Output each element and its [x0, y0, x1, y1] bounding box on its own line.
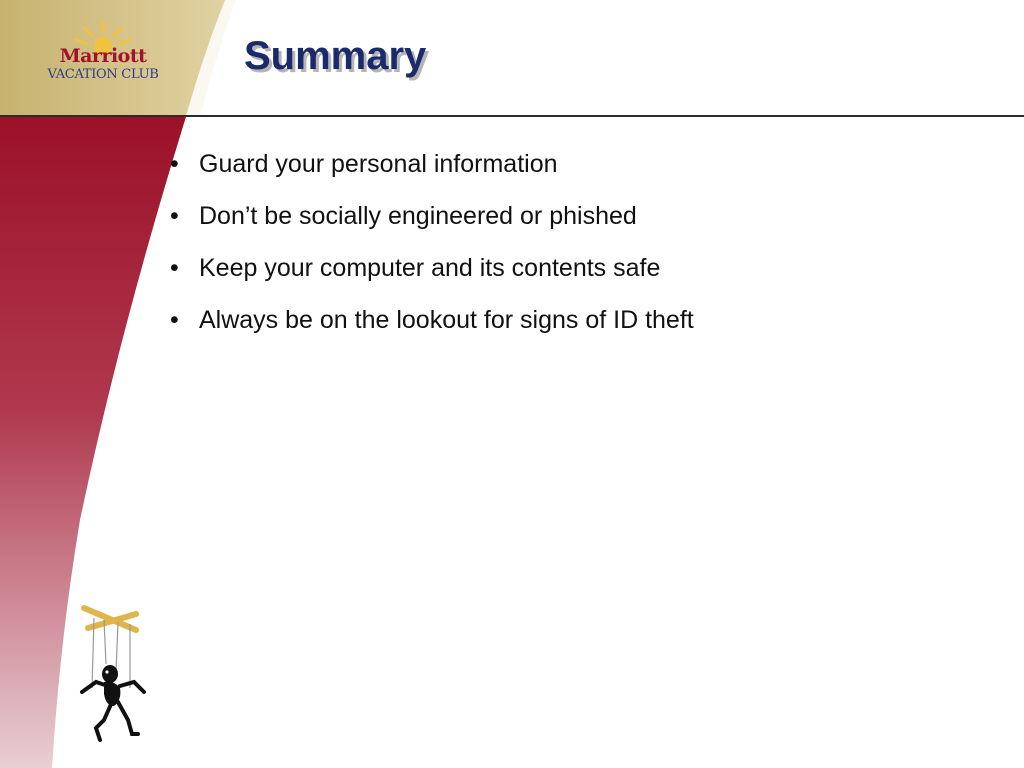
bullet-text: Keep your computer and its contents safe — [199, 254, 661, 282]
bullet-item — [170, 145, 694, 197]
marionette-illustration — [74, 602, 150, 748]
bullet-text: Guard your personal information — [199, 150, 558, 178]
bullet-marker: • — [170, 306, 179, 334]
header-divider — [0, 115, 1024, 117]
logo-wordmark-marriott: Marriott — [59, 45, 147, 67]
bullet-marker: • — [170, 254, 179, 282]
bullet-item — [170, 197, 694, 249]
bullet-item — [170, 301, 694, 353]
bullet-item — [170, 249, 694, 301]
bullet-text: Don’t be socially engineered or phished — [199, 202, 637, 230]
logo-wordmark-vacation-club: VACATION CLUB — [47, 67, 159, 82]
slide-title: Summary — [244, 34, 427, 78]
marriott-vacation-club-logo — [28, 20, 178, 92]
bullet-text: Always be on the lookout for signs of ID theft — [199, 306, 694, 334]
bullet-marker: • — [170, 202, 179, 230]
bullet-marker: • — [170, 150, 179, 178]
summary-bullet-list — [170, 145, 694, 353]
